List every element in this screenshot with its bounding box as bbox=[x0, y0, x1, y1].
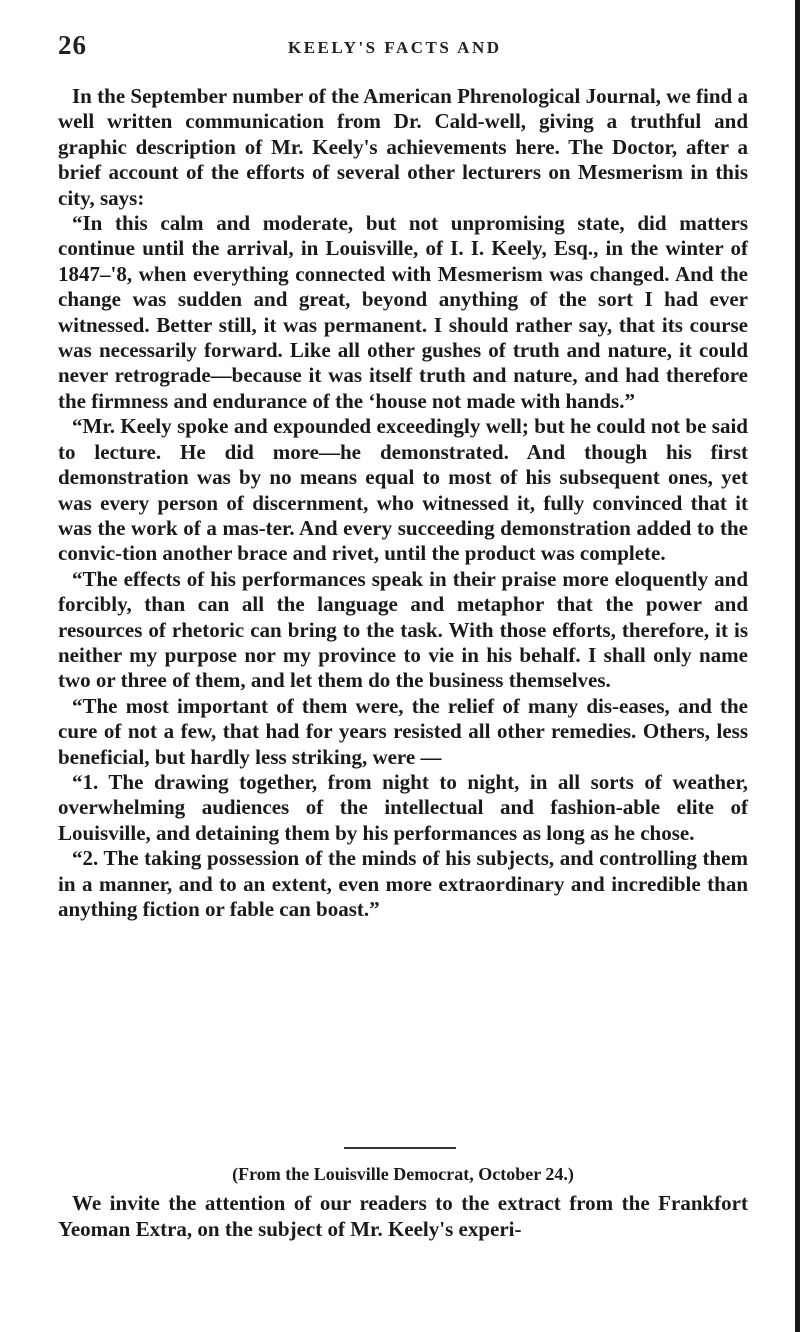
page-edge-shadow bbox=[795, 0, 800, 1332]
main-text bbox=[58, 84, 748, 922]
paragraph-quote-1: “In this calm and moderate, but not unpromising state, did matters continue until the arrival, in Louisville, of I. I. Keely, Esq., in the winter of 1847–'8, when everything connected with Mesmerism was changed. And the change was sudden and great, beyond anything of the sort I had ever witnessed. Better still, it was permanent. I should rather say, that its course was necessarily forward. Like all other gushes of truth and nature, it could never retrograde—because it was itself truth and nature, and had therefore the firmness and endurance of the ‘house not made with hands.” bbox=[58, 211, 748, 413]
paragraph-quote-4: “The most important of them were, the relief of many dis-eases, and the cure of not a few, that had for years resisted all other remedies. Others, less beneficial, but hardly less striking, were — bbox=[58, 693, 748, 769]
running-head: KEELY'S FACTS AND bbox=[288, 38, 502, 57]
lower-section bbox=[58, 1162, 748, 1242]
closing-paragraph: We invite the attention of our readers to the extract from the Frankfort Yeoman Extra, on the subject of Mr. Keely's experi- bbox=[58, 1191, 748, 1241]
page-header bbox=[58, 30, 748, 70]
paragraph-intro: In the September number of the American Phrenological Journal, we find a well written communication from Dr. Cald-well, giving a truthful and graphic description of Mr. Keely's achievements here. The Doctor, after a brief account of the efforts of several other lecturers on Mesmerism in this city, says: bbox=[58, 84, 748, 210]
source-note: (From the Louisville Democrat, October 24.) bbox=[232, 1164, 574, 1184]
section-divider bbox=[344, 1147, 456, 1149]
paragraph-quote-3: “The effects of his performances speak in their praise more eloquently and forcibly, than can all the language and metaphor that the power and resources of rhetoric can bring to the task. With those efforts, therefore, it is neither my purpose nor my province to vie in his behalf. I shall only name two or three of them, and let them do the business themselves. bbox=[58, 566, 748, 693]
paragraph-list-item-1: “1. The drawing together, from night to night, in all sorts of weather, overwhelming audiences of the intellectual and fashion-able elite of Louisville, and detaining them by his performances as long as he chose. bbox=[58, 769, 748, 845]
paragraph-quote-2: “Mr. Keely spoke and expounded exceedingly well; but he could not be said to lecture. He did more—he demonstrated. And though his first demonstration was by no means equal to most of his subsequent ones, yet was every person of discernment, who witnessed it, fully convinced that it was the work of a mas-ter. And every succeeding demonstration added to the convic-tion another brace and rivet, until the product was complete. bbox=[58, 414, 748, 566]
paragraph-list-item-2: “2. The taking possession of the minds of his subjects, and controlling them in a manner, and to an extent, even more extraordinary and incredible than anything fiction or fable can boast.” bbox=[58, 846, 748, 921]
page-number: 26 bbox=[58, 30, 87, 60]
